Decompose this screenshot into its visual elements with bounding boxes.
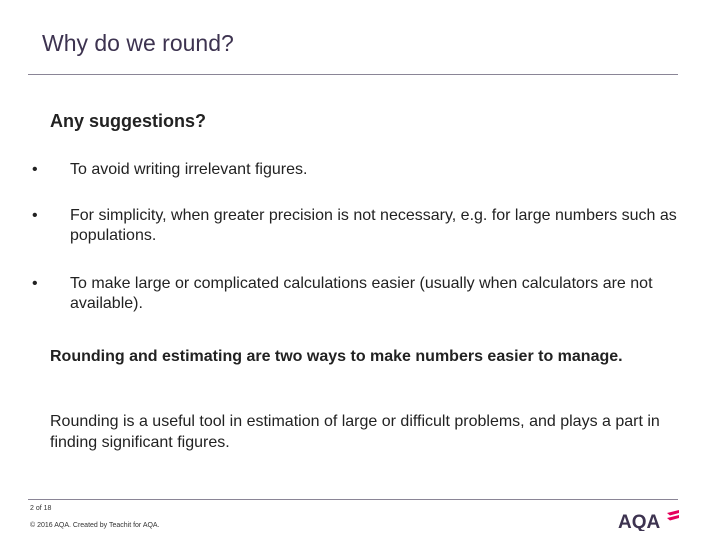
rounding-usefulness: Rounding is a useful tool in estimation of large or difficult problems, and plays a part in finding significant figures. (50, 413, 660, 451)
copyright-notice: © 2016 AQA. Created by Teachit for AQA. (30, 522, 160, 529)
page-number: 2 of 18 (30, 505, 52, 512)
bullet-text: To make large or complicated calculations easier (usually when calculators are not available). (70, 275, 653, 312)
subheading: Any suggestions? (50, 111, 207, 131)
bullet-marker: • (32, 207, 38, 224)
aqa-logo-text: AQA (618, 512, 661, 531)
bullet-marker: • (32, 161, 38, 178)
bullet-marker: • (32, 275, 38, 292)
aqa-logo-mark (667, 510, 679, 521)
title-divider (28, 74, 678, 75)
bullet-text: To avoid writing irrelevant figures. (70, 161, 308, 178)
slide-title: Why do we round? (42, 30, 234, 56)
rounding-definition: Rounding and estimating are two ways to make numbers easier to manage. (50, 348, 623, 365)
aqa-logo (618, 509, 680, 531)
bullet-text: For simplicity, when greater precision is not necessary, e.g. for large numbers such as populations. (70, 207, 677, 244)
footer-divider (28, 499, 678, 500)
